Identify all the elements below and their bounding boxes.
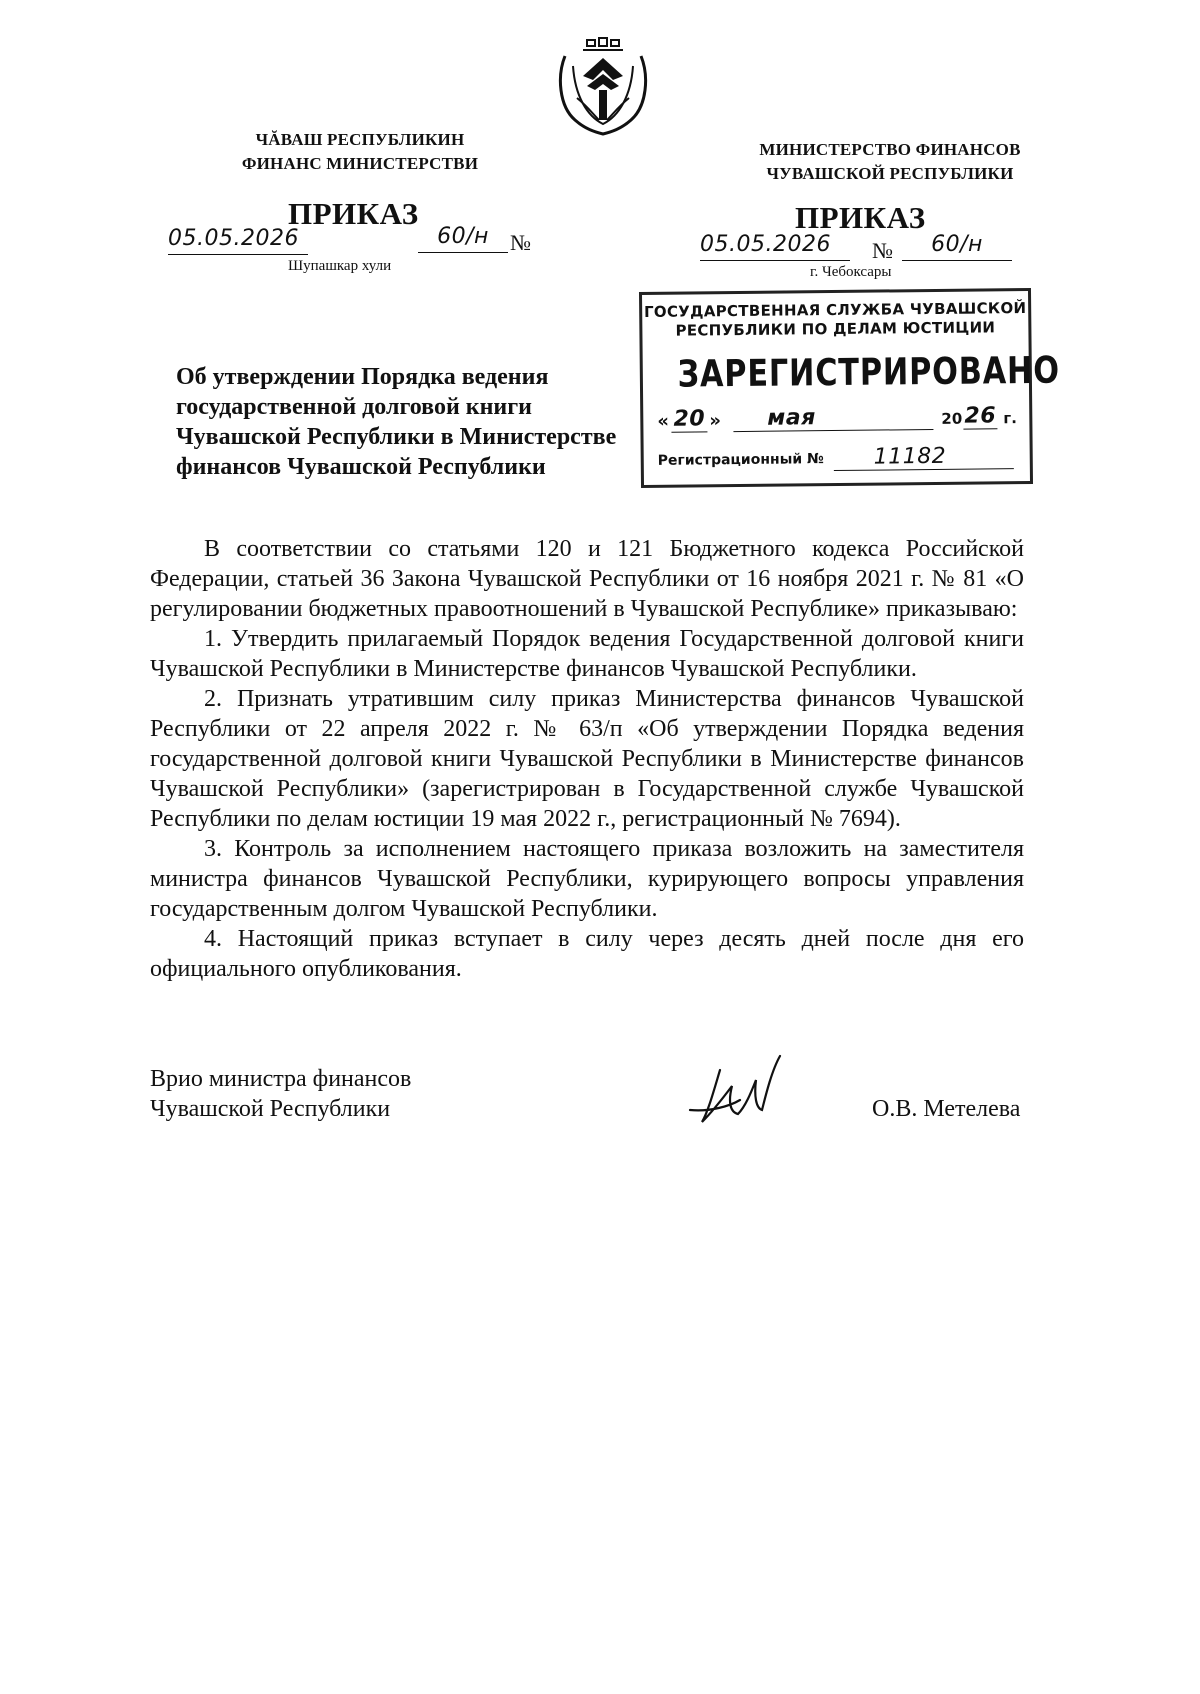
stamp-year-suffix: 26 — [964, 403, 997, 429]
stamp-date-row — [657, 403, 1017, 437]
right-header-line2: ЧУВАШСКОЙ РЕСПУБЛИКИ — [766, 164, 1014, 183]
stamp-day: 20 — [671, 406, 707, 432]
right-order-date-value: 05.05.2026 — [700, 232, 831, 257]
body-paragraph-4: 3. Контроль за исполнением настоящего приказа возложить на заместителя министра финансов Чувашской Республики, курирующего вопросы управления государственным долгом Чувашской Республики. — [150, 836, 1024, 922]
right-order-number — [902, 232, 1012, 261]
right-order-number-value: 60/н — [931, 232, 983, 257]
signatory-position-line2: Чувашской Республики — [150, 1096, 391, 1122]
signatory-name: О.В. Метелева — [872, 1096, 1021, 1122]
stamp-quote-close: » — [709, 410, 722, 432]
left-header — [200, 128, 520, 176]
stamp-reg-number: 11182 — [834, 443, 1014, 471]
title-line4: финансов Чувашской Республики — [176, 454, 546, 480]
body-paragraph-2: 1. Утвердить прилагаемый Порядок ведения Государственной долговой книги Чувашской Республики в Министерстве финансов Чувашской Республики. — [150, 626, 1024, 682]
signatory-position — [150, 1064, 411, 1124]
body-paragraph-5: 4. Настоящий приказ вступает в силу через десять дней после дня его официального опубликования. — [150, 926, 1024, 982]
right-order-date — [700, 232, 850, 261]
coat-of-arms-emblem — [553, 36, 653, 138]
right-order-city: г. Чебоксары — [810, 264, 892, 280]
right-order-number-sign: № — [872, 238, 893, 263]
document-title — [176, 362, 636, 482]
right-header-line1: МИНИСТЕРСТВО ФИНАНСОВ — [759, 140, 1021, 159]
left-order-number-value: 60/н — [437, 224, 489, 249]
stamp-org-line1: ГОСУДАРСТВЕННАЯ СЛУЖБА ЧУВАШСКОЙ — [643, 299, 1027, 322]
stamp-status: ЗАРЕГИСТРИРОВАНО — [677, 348, 1061, 396]
body-paragraph-3: 2. Признать утратившим силу приказ Министерства финансов Чувашской Республики от 22 апреля 2022 г. № 63/п «Об утверждении Порядка ведения государственной долговой книги Чувашской Республики в Министерстве финансов Чувашской Республики» (зарегистрирован в Государственной службе Чувашской Республики по делам юстиции 19 мая 2022 г., регистрационный № 7694). — [150, 686, 1024, 832]
left-order-heading: ПРИКАЗ — [288, 196, 419, 231]
title-line1: Об утверждении Порядка ведения — [176, 364, 549, 390]
right-order-heading: ПРИКАЗ — [795, 200, 926, 235]
document-body — [150, 534, 1024, 984]
stamp-quote-open: « — [657, 410, 670, 432]
left-header-line1: ЧĂВАШ РЕСПУБЛИКИН — [255, 130, 465, 149]
stamp-reg-label: Регистрационный № — [657, 451, 824, 469]
right-header — [720, 138, 1060, 186]
registration-stamp — [639, 288, 1061, 488]
stamp-year-prefix: 20 — [941, 409, 963, 428]
left-header-line2: ФИНАНС МИНИСТЕРСТВИ — [241, 154, 479, 173]
left-order-city: Шупашкар хули — [288, 258, 392, 274]
stamp-year-unit: г. — [1003, 409, 1017, 428]
left-order-date-value: 05.05.2026 — [168, 226, 299, 251]
title-line2: государственной долговой книги — [176, 394, 532, 420]
body-paragraph-1: В соответствии со статьями 120 и 121 Бюджетного кодекса Российской Федерации, статьей 36 Закона Чувашской Республики от 16 ноября 2021 г. № 81 «О регулировании бюджетных правоотношений в Чувашской Республике» приказываю: — [150, 536, 1024, 622]
left-order-number — [418, 224, 508, 253]
title-line3: Чувашской Республики в Министерстве — [176, 424, 617, 450]
handwritten-signature — [680, 1050, 790, 1130]
stamp-reg-row — [658, 443, 1018, 477]
stamp-org-line2: РЕСПУБЛИКИ ПО ДЕЛАМ ЮСТИЦИИ — [675, 318, 996, 340]
left-order-number-sign: № — [510, 230, 531, 255]
left-order-date — [168, 226, 308, 255]
stamp-month: мая — [733, 404, 933, 432]
signatory-position-line1: Врио министра финансов — [150, 1066, 412, 1092]
